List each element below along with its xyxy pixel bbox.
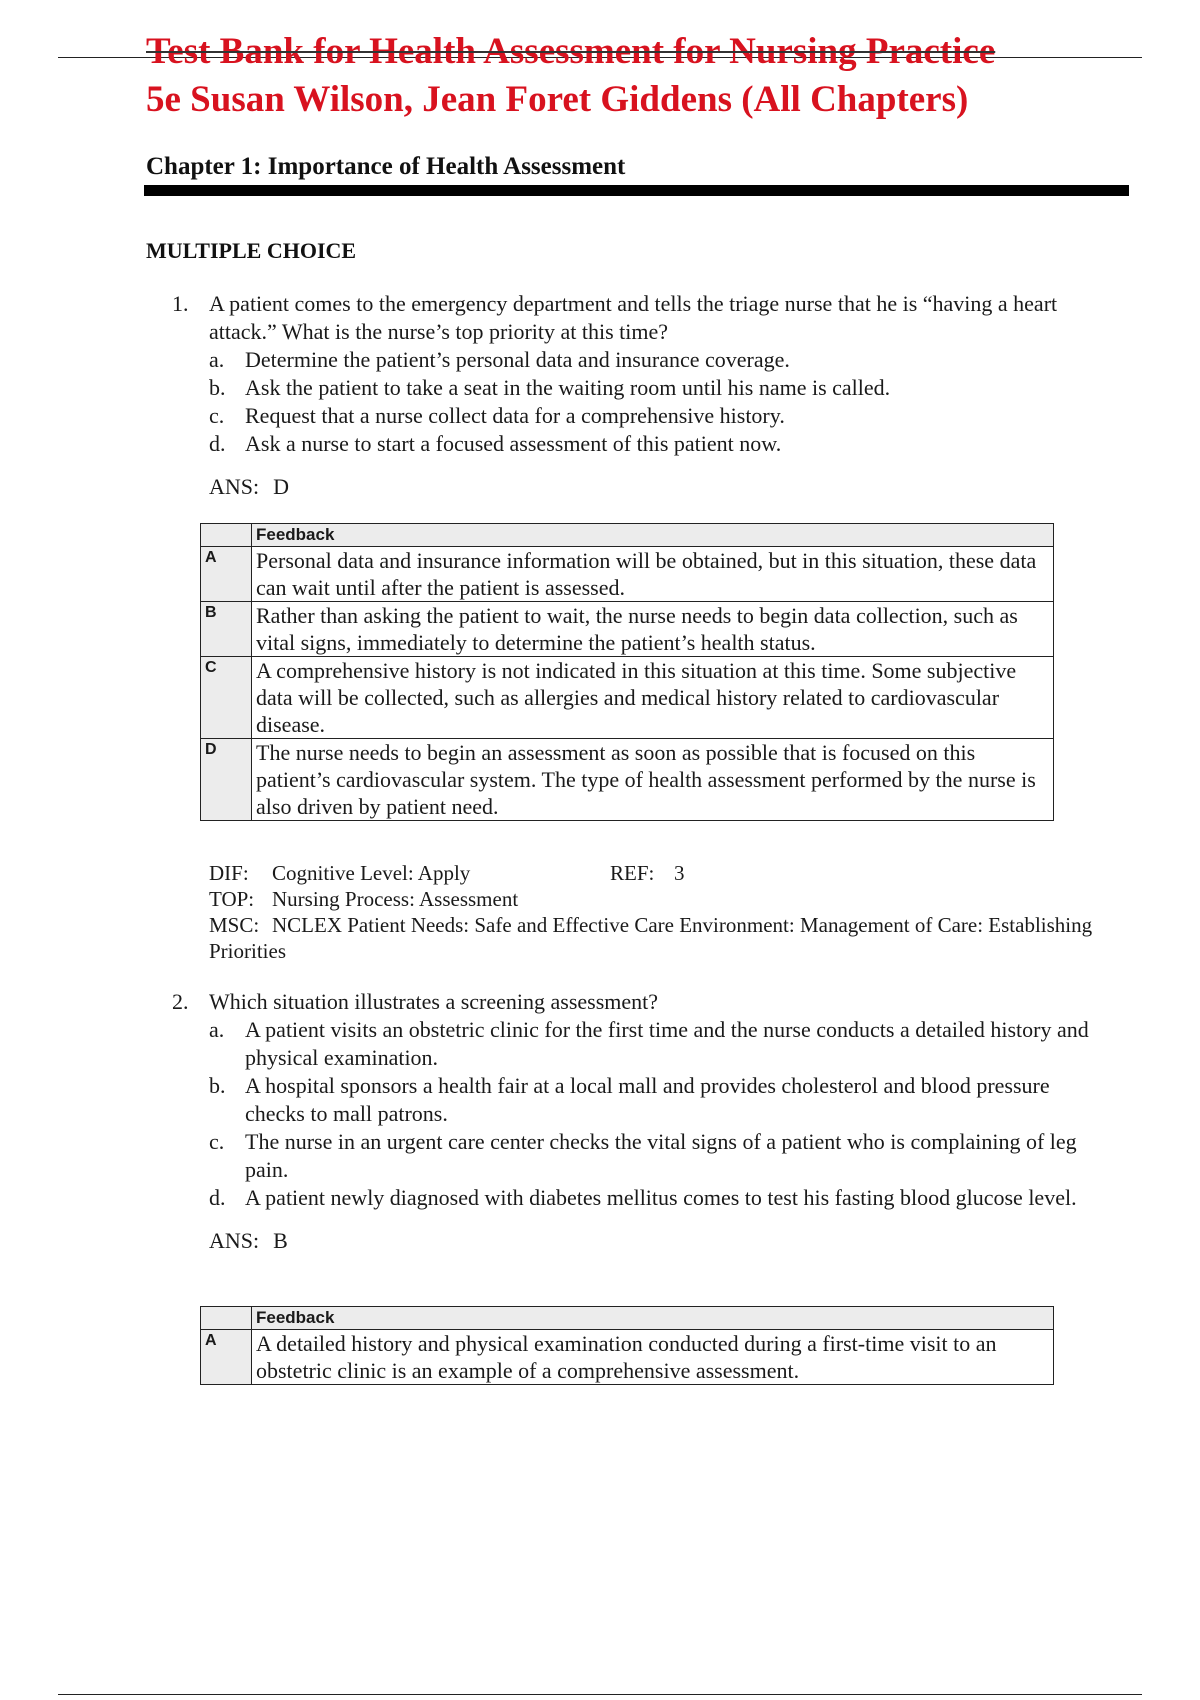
meta-ref-value: 3 [674, 861, 685, 885]
meta-msc-value: NCLEX Patient Needs: Safe and Effective Care Environment: Management of Care: Establishing Priorities [209, 913, 1093, 963]
meta-top-label: TOP: [209, 887, 255, 911]
feedback-key: A [201, 547, 252, 602]
option-letter: d. [209, 431, 226, 456]
answer-label: ANS: [209, 474, 260, 499]
section-heading: MULTIPLE CHOICE [146, 238, 357, 263]
feedback-row [201, 739, 1054, 821]
meta-msc-row [209, 912, 1109, 964]
feedback-table-2 [200, 1306, 1054, 1385]
option-d [209, 1184, 1102, 1212]
option-c [209, 1128, 1102, 1184]
answer-value: B [273, 1228, 288, 1253]
feedback-text: Personal data and insurance information will be obtained, but in this situation, these data can wait until after the patient is assessed. [252, 547, 1054, 602]
feedback-row [201, 1330, 1054, 1385]
meta-top-row [209, 886, 1109, 912]
document-title-line1: Test Bank for Health Assessment for Nursing Practice [146, 31, 996, 72]
option-letter: b. [209, 1073, 226, 1098]
feedback-text: The nurse needs to begin an assessment as soon as possible that is focused on this patient’s cardiovascular system. The type of health assessment performed by the nurse is also driven by patient need. [252, 739, 1054, 821]
option-text: Determine the patient’s personal data and insurance coverage. [245, 347, 790, 372]
option-a [209, 346, 1102, 374]
option-letter: b. [209, 375, 226, 400]
question-1 [172, 290, 1102, 501]
feedback-key: A [201, 1330, 252, 1385]
feedback-text: A detailed history and physical examination conducted during a first-time visit to an obstetric clinic is an example of a comprehensive assessment. [252, 1330, 1054, 1385]
answer-label: ANS: [209, 1228, 260, 1253]
meta-dif-label: DIF: [209, 861, 249, 885]
option-letter: a. [209, 347, 225, 372]
meta-ref-label: REF: [610, 861, 655, 885]
question-stem [172, 290, 1102, 346]
question-number: 2. [172, 989, 189, 1014]
option-text: Ask the patient to take a seat in the waiting room until his name is called. [245, 375, 891, 400]
meta-msc-label: MSC: [209, 913, 260, 937]
option-a [209, 1016, 1102, 1072]
answer-key [172, 1227, 1102, 1255]
feedback-header-corner [201, 524, 252, 547]
option-letter: c. [209, 403, 225, 428]
feedback-header: Feedback [252, 1307, 1054, 1330]
feedback-key: C [201, 657, 252, 739]
feedback-header: Feedback [252, 524, 1054, 547]
option-letter: c. [209, 1129, 225, 1154]
option-text: Ask a nurse to start a focused assessment of this patient now. [245, 431, 782, 456]
feedback-table-1 [200, 523, 1054, 821]
chapter-title: Chapter 1: Importance of Health Assessment [146, 153, 626, 180]
option-b [209, 1072, 1102, 1128]
feedback-text: Rather than asking the patient to wait, the nurse needs to begin data collection, such as vital signs, immediately to determine the patient’s health status. [252, 602, 1054, 657]
option-letter: d. [209, 1185, 226, 1210]
feedback-row [201, 602, 1054, 657]
option-text: Request that a nurse collect data for a comprehensive history. [245, 403, 785, 428]
feedback-text: A comprehensive history is not indicated in this situation at this time. Some subjective data will be collected, such as allergies and medical history related to cardiovascular disease. [252, 657, 1054, 739]
option-c [209, 402, 1102, 430]
feedback-row [201, 547, 1054, 602]
feedback-header-row [201, 524, 1054, 547]
option-text: The nurse in an urgent care center checks the vital signs of a patient who is complaining of leg pain. [245, 1129, 1077, 1182]
option-text: A hospital sponsors a health fair at a local mall and provides cholesterol and blood pressure checks to mall patrons. [245, 1073, 1050, 1126]
option-letter: a. [209, 1017, 225, 1042]
document-title [146, 28, 995, 124]
question-number: 1. [172, 291, 189, 316]
answer-value: D [273, 474, 290, 499]
feedback-header-row [201, 1307, 1054, 1330]
meta-top-value: Nursing Process: Assessment [272, 887, 519, 911]
question-text: A patient comes to the emergency department and tells the triage nurse that he is “having a heart attack.” What is the nurse’s top priority at this time? [209, 291, 1058, 344]
answer-options [172, 346, 1102, 458]
question-2 [172, 988, 1102, 1255]
option-text: A patient newly diagnosed with diabetes mellitus comes to test his fasting blood glucose level. [245, 1185, 1077, 1210]
question-text: Which situation illustrates a screening assessment? [209, 989, 659, 1014]
option-b [209, 374, 1102, 402]
answer-options [172, 1016, 1102, 1212]
option-text: A patient visits an obstetric clinic for the first time and the nurse conducts a detailed history and physical examination. [245, 1017, 1089, 1070]
feedback-row [201, 657, 1054, 739]
question-stem [172, 988, 1102, 1016]
feedback-key: B [201, 602, 252, 657]
bottom-rule [58, 1694, 1142, 1695]
question-1-metadata [209, 860, 1109, 964]
meta-dif-row [209, 860, 1109, 886]
answer-key [172, 473, 1102, 501]
chapter-divider [144, 185, 1129, 196]
document-title-line2: 5e Susan Wilson, Jean Foret Giddens (All Chapters) [146, 79, 969, 120]
feedback-key: D [201, 739, 252, 821]
option-d [209, 430, 1102, 458]
meta-dif-value: Cognitive Level: Apply [272, 861, 471, 885]
feedback-header-corner [201, 1307, 252, 1330]
